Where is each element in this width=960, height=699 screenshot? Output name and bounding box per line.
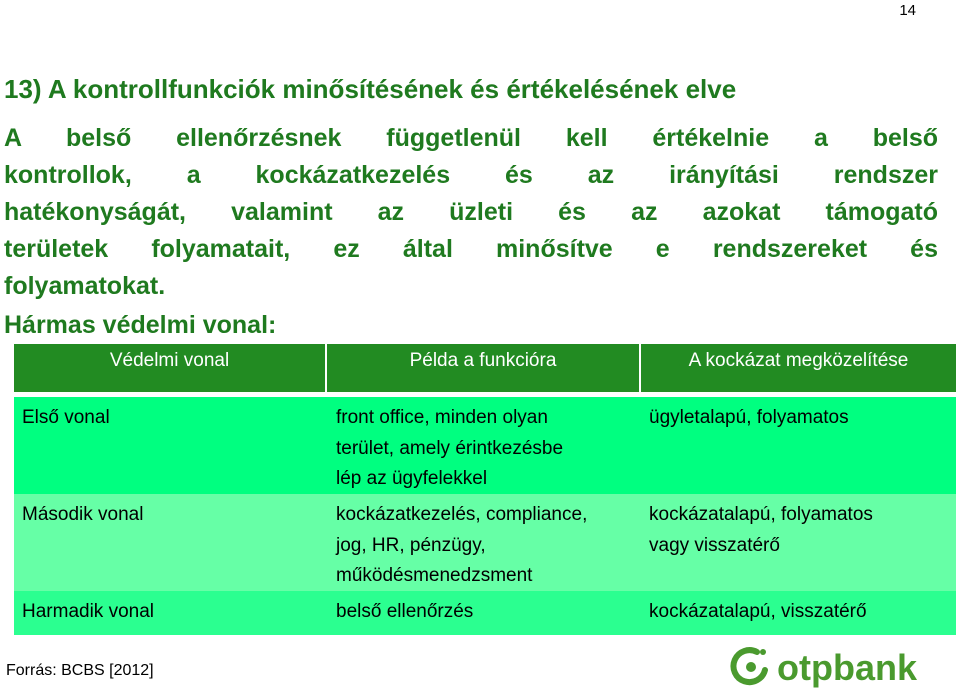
page-title: 13) A kontrollfunkciók minősítésének és értékelésének elve xyxy=(4,74,737,104)
paragraph-line: folyamatokat. xyxy=(4,272,166,300)
table-header-cell: Védelmi vonal xyxy=(14,344,327,392)
paragraph-line: területek folyamatait, ez által minősítve e rendszereket és xyxy=(4,235,938,263)
table-cell-line xyxy=(14,397,327,494)
table-cell-function xyxy=(327,494,641,591)
section-subtitle: Hármas védelmi vonal: xyxy=(4,311,277,339)
cell-text: ügyletalapú, folyamatos xyxy=(649,407,849,428)
cell-text: jog, HR, pénzügy, xyxy=(336,534,486,556)
otp-logo-icon xyxy=(727,640,943,694)
cell-text: terület, amely érintkezésbe xyxy=(336,437,564,459)
table-cell-approach xyxy=(641,397,956,494)
cell-text: kockázatkezelés, compliance, xyxy=(336,504,588,525)
intro-paragraph xyxy=(4,120,938,305)
table-row xyxy=(14,494,956,591)
cell-text: kockázatalapú, visszatérő xyxy=(649,601,867,622)
table-row xyxy=(14,394,956,494)
paragraph-line: kontrollok, a kockázatkezelés és az irányítási rendszer xyxy=(4,161,938,189)
cell-text: Első vonal xyxy=(22,407,110,428)
table-row xyxy=(14,591,956,635)
cell-text: működésmenedzsment xyxy=(336,565,533,586)
paragraph-line: A belső ellenőrzésnek függetlenül kell értékelnie a belső xyxy=(4,124,938,152)
table-header-row xyxy=(14,344,956,394)
cell-text: belső ellenőrzés xyxy=(336,601,474,622)
cell-text: vagy visszatérő xyxy=(649,534,780,556)
table-header-cell: Példa a funkcióra xyxy=(327,344,641,392)
logo-text: otpbank xyxy=(777,647,917,688)
table-cell-approach xyxy=(641,494,956,591)
defense-lines-table xyxy=(14,344,956,635)
table-cell-approach xyxy=(641,591,956,635)
cell-text: lép az ügyfelekkel xyxy=(336,468,488,489)
table-cell-line xyxy=(14,591,327,635)
table-cell-line xyxy=(14,494,327,591)
cell-text: front office, minden olyan xyxy=(336,407,548,428)
table-cell-function xyxy=(327,591,641,635)
paragraph-line: hatékonyságát, valamint az üzleti és az azokat támogató xyxy=(4,198,938,226)
source-note: Forrás: BCBS [2012] xyxy=(6,662,154,679)
page-number: 14 xyxy=(899,2,916,19)
cell-text: Harmadik vonal xyxy=(22,601,154,622)
otpbank-logo xyxy=(727,640,943,694)
cell-text: kockázatalapú, folyamatos xyxy=(649,504,873,525)
table-header-cell: A kockázat megközelítése xyxy=(641,344,956,392)
table-cell-function xyxy=(327,397,641,494)
cell-text: Második vonal xyxy=(22,504,144,525)
